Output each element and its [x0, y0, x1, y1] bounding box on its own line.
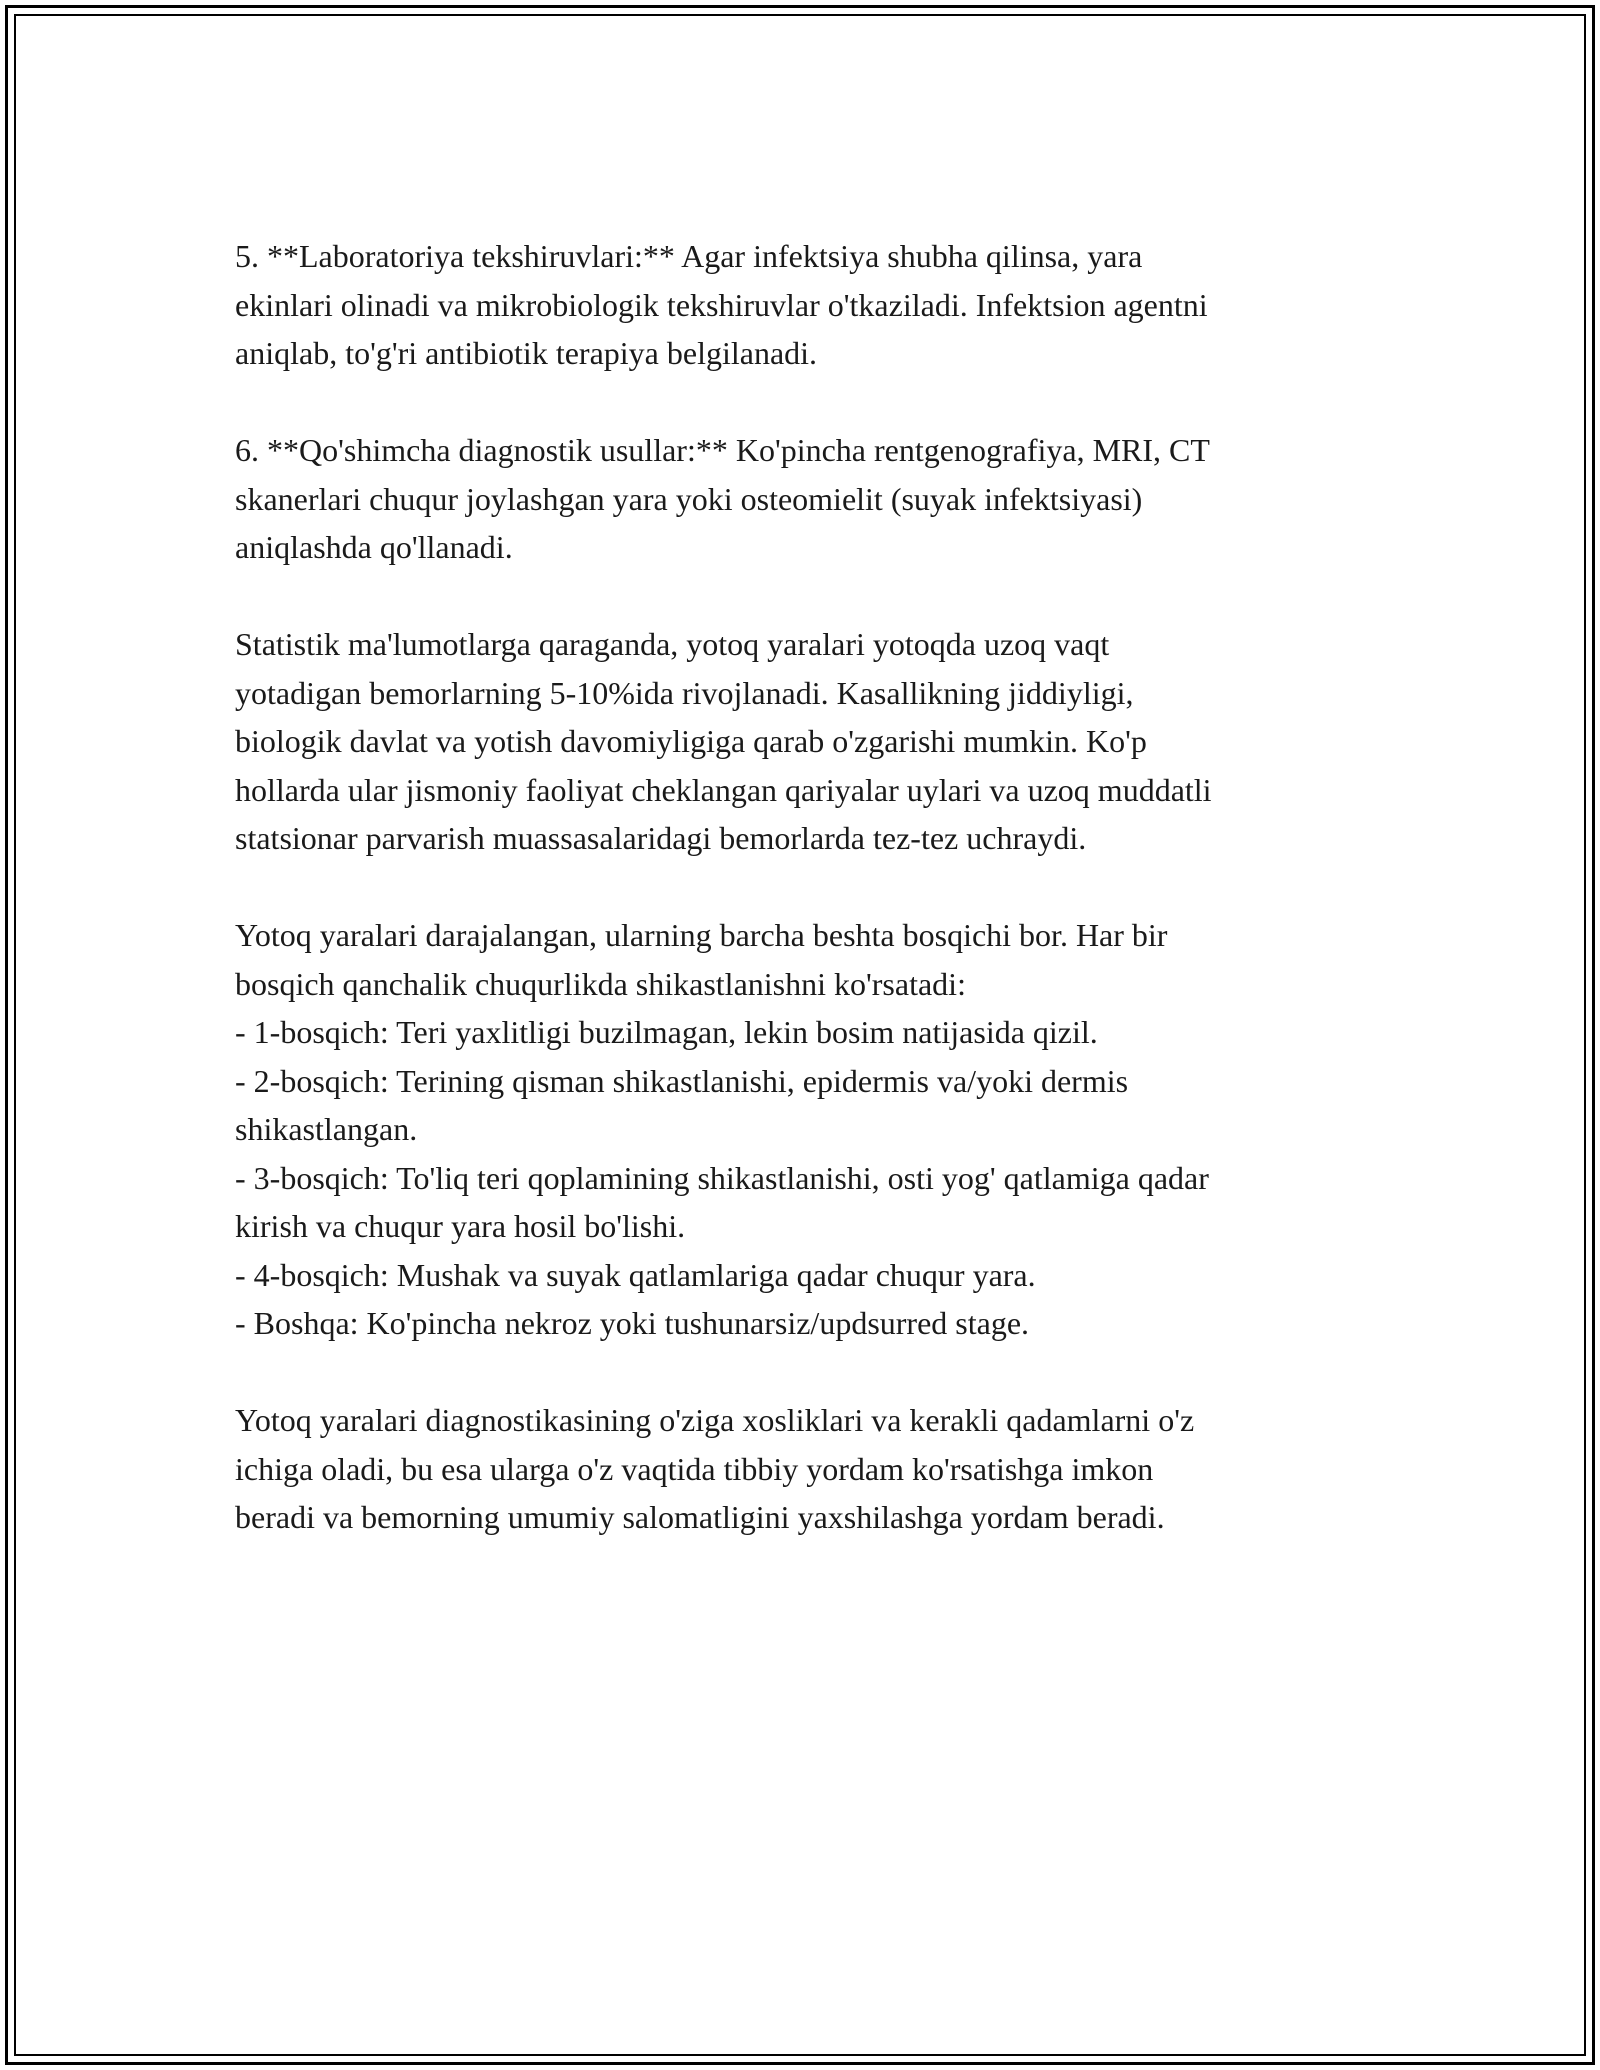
text-line: ekinlari olinadi va mikrobiologik tekshiruvlar o'tkaziladi. Infektsion agentni	[235, 286, 1208, 323]
text-line: shikastlangan.	[235, 1111, 418, 1147]
stage-list-item: - Boshqa: Ko'pincha nekroz yoki tushunarsiz/updsurred stage.	[235, 1305, 1030, 1341]
paragraph-statistics	[235, 620, 1370, 863]
text-line: hollarda ular jismoniy faoliyat cheklangan qariyalar uylari va uzoq muddatli	[235, 771, 1212, 808]
text-line: Yotoq yaralari diagnostikasining o'ziga xosliklari va kerakli qadamlarni o'z	[235, 1402, 1195, 1438]
stage-list-item: - 2-bosqich: Terining qisman shikastlanishi, epidermis va/yoki dermis	[235, 1062, 1129, 1099]
paragraph-stages	[235, 911, 1370, 1348]
text-line: yotadigan bemorlarning 5-10%ida rivojlanadi. Kasallikning jiddiyligi,	[235, 674, 1134, 711]
text-line: beradi va bemorning umumiy salomatligini yaxshilashga yordam beradi.	[235, 1499, 1165, 1535]
text-line: Statistik ma'lumotlarga qaraganda, yotoq yaralari yotoqda uzoq vaqt	[235, 626, 1110, 662]
stage-list-item: - 1-bosqich: Teri yaxlitligi buzilmagan, lekin bosim natijasida qizil.	[235, 1014, 1098, 1050]
text-line: ichiga oladi, bu esa ularga o'z vaqtida tibbiy yordam ko'rsatishga imkon	[235, 1450, 1154, 1487]
document-body	[235, 232, 1370, 1590]
paragraph-laboratory-tests	[235, 232, 1370, 378]
text-line: skanerlari chuqur joylashgan yara yoki osteomielit (suyak infektsiyasi)	[235, 480, 1143, 517]
stage-list-item: - 4-bosqich: Mushak va suyak qatlamlariga qadar chuqur yara.	[235, 1256, 1036, 1293]
text-line: bosqich qanchalik chuqurlikda shikastlanishni ko'rsatadi:	[235, 965, 966, 1002]
text-line: aniqlab, to'g'ri antibiotik terapiya belgilanadi.	[235, 335, 818, 371]
text-line: statsionar parvarish muassasalaridagi bemorlarda tez-tez uchraydi.	[235, 820, 1087, 856]
paragraph-conclusion	[235, 1396, 1370, 1542]
paragraph-additional-diagnostics	[235, 426, 1370, 572]
stage-list-item: - 3-bosqich: To'liq teri qoplamining shikastlanishi, osti yog' qatlamiga qadar	[235, 1159, 1209, 1196]
text-line: biologik davlat va yotish davomiyligiga qarab o'zgarishi mumkin. Ko'p	[235, 723, 1147, 759]
text-line: aniqlashda qo'llanadi.	[235, 529, 513, 565]
text-line: Yotoq yaralari darajalangan, ularning barcha beshta bosqichi bor. Har bir	[235, 917, 1168, 953]
text-line: kirish va chuqur yara hosil bo'lishi.	[235, 1208, 686, 1244]
text-line: 6. **Qo'shimcha diagnostik usullar:** Ko'pincha rentgenografiya, MRI, CT	[235, 432, 1210, 468]
text-line: 5. **Laboratoriya tekshiruvlari:** Agar infektsiya shubha qilinsa, yara	[235, 238, 1143, 274]
